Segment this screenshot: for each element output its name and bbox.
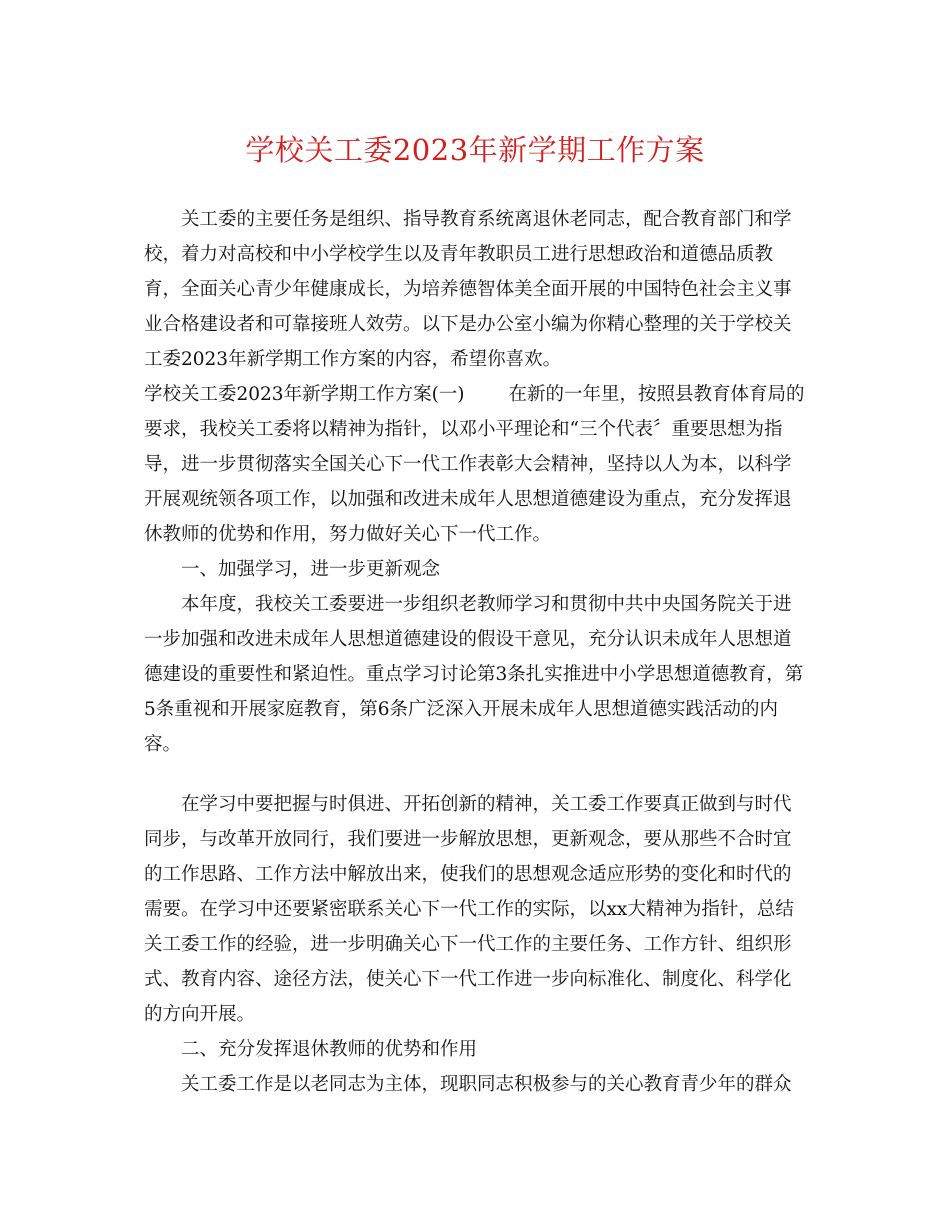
text-line: 导，进一步贯彻落实全国关心下一代工作表彰大会精神，坚持以人为本，以科学 [144, 454, 792, 475]
text-line: 校，着力对高校和中小学校学生以及青年教职员工进行思想政治和道德品质教 [144, 244, 774, 265]
text-line: 开展观统领各项工作，以加强和改进未成年人思想道德建设为重点，充分发挥退 [144, 489, 792, 510]
document-body-continued [144, 787, 814, 1102]
text-line: 关工委工作的经验，进一步明确关心下一代工作的主要任务、工作方针、组织形 [144, 934, 792, 955]
text-line: 容。 [144, 734, 182, 755]
text-line: 5条重视和开展家庭教育，第6条广泛深入开展未成年人思想道德实践活动的内 [144, 699, 779, 720]
text-line: 德建设的重要性和紧迫性。重点学习讨论第3条扎实推进中小学思想道德教育，第 [144, 664, 804, 685]
text-line: 的方向开展。 [144, 1004, 256, 1025]
text-line: 在学习中要把握与时俱进、开拓创新的精神，关工委工作要真正做到与时代 [181, 794, 792, 815]
section-heading: 二、充分发挥退休教师的优势和作用 [181, 1039, 478, 1060]
text-line: 本年度，我校关工委要进一步组织老教师学习和贯彻中共中央国务院关于进 [181, 594, 792, 615]
document-body [144, 202, 814, 762]
text-line: 要求，我校关工委将以精神为指针，以邓小平理论和“三个代表〞重要思想为指 [144, 419, 783, 440]
paragraph-start: 在新的一年里，按照县教育体育局的 [508, 384, 805, 405]
text-line: 一步加强和改进未成年人思想道德建设的假设干意见，充分认识未成年人思想道 [144, 629, 792, 650]
text-line: 同步，与改革开放同行，我们要进一步解放思想，更新观念，要从那些不合时宜 [144, 829, 792, 850]
text-line: 的工作思路、工作方法中解放出来，使我们的思想观念适应形势的变化和时代的 [144, 864, 792, 885]
text-line: 休教师的优势和作用，努力做好关心下一代工作。 [144, 524, 552, 545]
text-line: 需要。在学习中还要紧密联系关心下一代工作的实际，以xx大精神为指针，总结 [144, 899, 794, 920]
section-heading: 一、加强学习，进一步更新观念 [181, 559, 441, 580]
text-line: 关工委工作是以老同志为主体，现职同志积极参与的关心教育青少年的群众 [181, 1074, 792, 1095]
text-line [144, 377, 814, 412]
text-line: 育，全面关心青少年健康成长，为培养德智体美全面开展的中国特色社会主义事 [144, 279, 792, 300]
text-line: 关工委的主要任务是组织、指导教育系统离退休老同志，配合教育部门和学 [181, 209, 792, 230]
text-line: 工委2023年新学期工作方案的内容，希望你喜欢。 [144, 349, 562, 370]
text-line: 业合格建设者和可靠接班人效劳。以下是办公室小编为你精心整理的关于学校关 [144, 314, 792, 335]
text-line: 式、教育内容、途径方法，使关心下一代工作进一步向标准化、制度化、科学化 [144, 969, 792, 990]
section-heading: 学校关工委2023年新学期工作方案(一) [144, 384, 465, 405]
document-title: 学校关工委2023年新学期工作方案 [245, 133, 705, 167]
